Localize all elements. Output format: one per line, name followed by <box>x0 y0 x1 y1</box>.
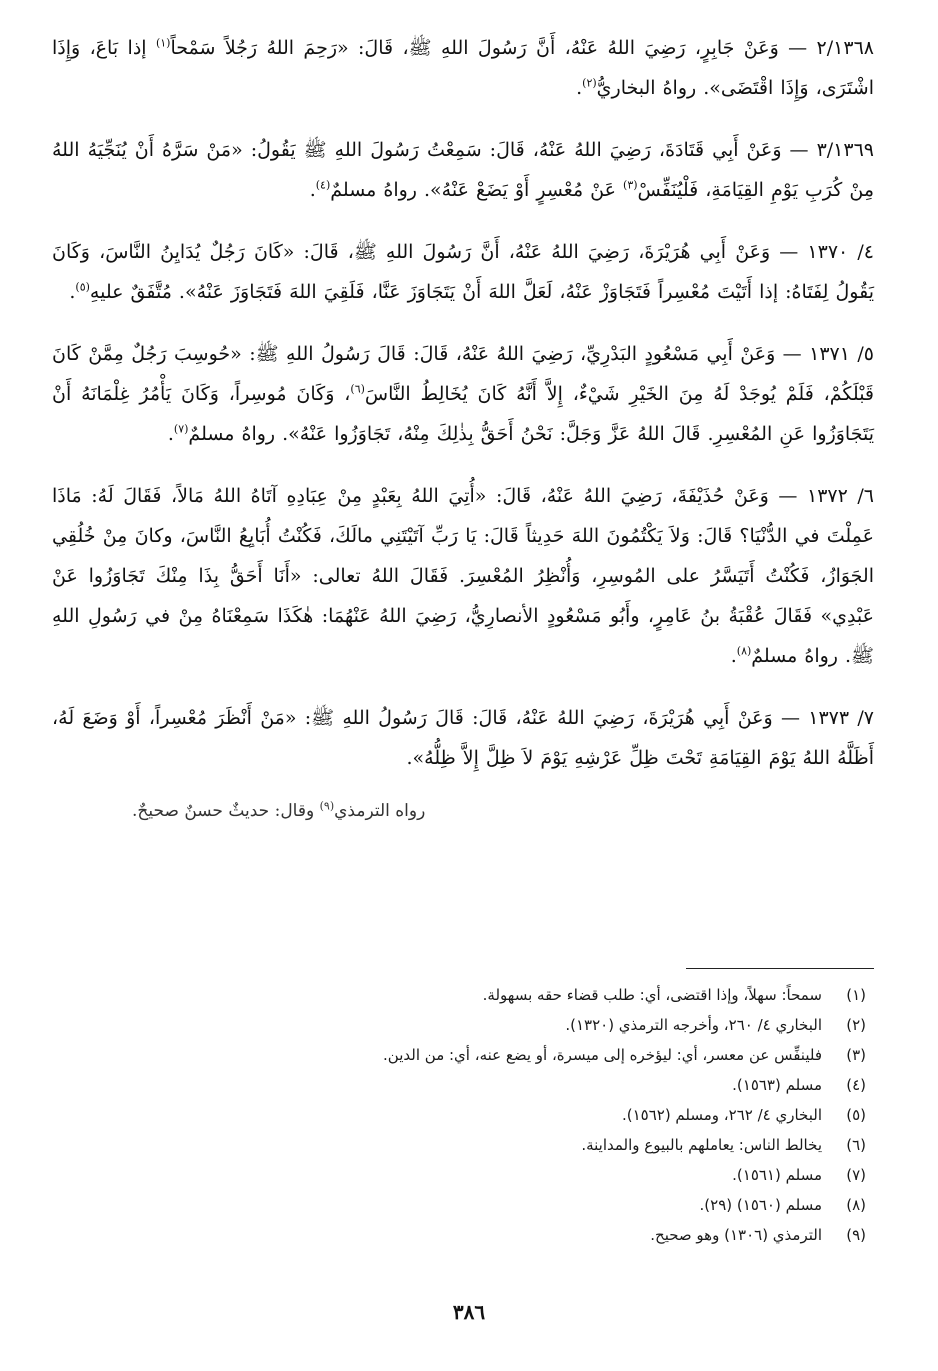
footnote <box>80 1220 866 1250</box>
hadith-paragraph <box>52 334 874 454</box>
hadith-paragraph <box>52 28 874 108</box>
hadith-text: — وَعَنْ أَبِي قَتَادَةَ، رَضِيَ اللهُ عَنْهُ، قَالَ: سَمِعْتُ رَسُولَ اللهِ ﷺ يَقُولُ: «مَنْ سَرَّهُ أَنْ يُنَجِّيَهُ اللهُ مِنْ كُرَبِ يَوْمِ القِيَامَةِ، فَلْيُنَفِّسْ <box>52 139 874 201</box>
hadith-text: — وَعَنْ أَبِي هُرَيْرَةَ، رَضِيَ اللهُ عَنْهُ، قَالَ: قَالَ رَسُولُ اللهِ ﷺ: «مَنْ أَنْظَرَ مُعْسِراً، أَوْ وَضَعَ لَهُ، أَظَلَّهُ اللهُ يَوْمَ القِيَامَةِ تَحْتَ ظِلِّ عَرْشِهِ يَوْمَ لاَ ظِلَّ إِلاَّ ظِلُّهُ». <box>52 707 874 769</box>
footnote-text: فلينفِّس عن معسر، أي: ليؤخره إلى ميسرة، أو يضع عنه، أي: من الدين. <box>383 1046 822 1064</box>
hadith-number: ٧/ ١٣٧٣ <box>808 707 874 729</box>
footnote <box>80 980 866 1010</box>
footnote-text: البخاري ٤/ ٢٦٠، وأخرجه الترمذي (١٣٢٠). <box>565 1016 822 1034</box>
footnote-ref: (٦) <box>350 382 365 396</box>
footnote-number: (٧) <box>846 1166 866 1184</box>
footnotes <box>80 980 866 1250</box>
hadith-text: إذا بَاعَ، وَإِذَا اشْتَرَى، وَإِذَا اقْتَضَى». رواهُ البخاريُّ <box>52 37 874 99</box>
footnote-divider <box>686 968 874 969</box>
hadith-number: ٢/١٣٦٨ <box>816 37 874 59</box>
source-text: وقال: حديثٌ حسنٌ صحيحٌ. <box>132 801 320 821</box>
hadith-paragraph <box>52 232 874 312</box>
hadith-text: — وَعَنْ أَبِي مَسْعُودٍ البَدْرِيِّ، رَضِيَ اللهُ عَنْهُ، قَالَ: قَالَ رَسُولُ اللهِ ﷺ: «حُوسِبَ رَجُلٌ مِمَّنْ كَانَ قَبْلَكُمْ، فَلَمْ يُوجَدْ لَهُ مِنَ الخَيْرِ شَيْءٌ، إِلاَّ أَنَّهُ كَانَ يُخَالِطُ النَّاسَ <box>52 343 875 405</box>
footnote-ref: (١) <box>155 36 171 50</box>
hadith-text: . <box>69 281 76 303</box>
hadith-number: ٤/ ١٣٧٠ <box>807 241 874 263</box>
footnote-ref: (٧) <box>173 422 189 436</box>
footnote-number: (٢) <box>846 1016 866 1034</box>
footnote-text: يخالط الناس: يعاملهم بالبيوع والمداينة. <box>581 1136 822 1154</box>
hadith-body <box>52 28 874 828</box>
footnote-ref: (٣) <box>623 178 638 192</box>
footnote-text: سمحاً: سهلاً، وإذا اقتضى، أي: طلب قضاء حقه بسهولة. <box>482 986 822 1004</box>
footnote-text: البخاري ٤/ ٢٦٢، ومسلم (١٥٦٢). <box>621 1106 822 1124</box>
footnote-number: (٣) <box>846 1046 866 1064</box>
hadith-number: ٥/ ١٣٧١ <box>809 343 874 365</box>
hadith-text: . <box>167 423 174 445</box>
footnote-number: (١) <box>846 986 866 1004</box>
footnote-number: (٥) <box>846 1106 866 1124</box>
page-number: ٣٨٦ <box>452 1300 486 1324</box>
hadith-number: ٦/ ١٣٧٢ <box>806 485 874 507</box>
hadith-paragraph <box>52 476 874 676</box>
footnote <box>80 1010 866 1040</box>
footnote-text: مسلم (١٥٦١). <box>732 1166 822 1184</box>
footnote-number: (٤) <box>846 1076 866 1094</box>
footnote-ref: (٩) <box>319 799 335 813</box>
footnote-ref: (٥) <box>75 280 90 294</box>
source-attribution <box>52 794 874 828</box>
hadith-text: — وَعَنْ أَبِي هُرَيْرَةَ، رَضِيَ اللهُ عَنْهُ، أَنَّ رَسُولَ اللهِ ﷺ، قَالَ: «كَانَ رَجُلٌ يُدَايِنُ النَّاسَ، وَكَانَ يَقُولُ لِفَتَاهُ: إذا أَتَيْتَ مُعْسِراً فَتَجَاوَزْ عَنْهُ، لَعَلَّ اللهَ أَنْ يَتَجَاوَزَ عَنَّا، فَلَقِيَ اللهَ فَتَجَاوَزَ عَنْهُ». مُتَّفَقٌ عليهِ <box>52 241 874 303</box>
footnote-ref: (٢) <box>582 76 597 90</box>
footnote <box>80 1130 866 1160</box>
footnote <box>80 1040 866 1070</box>
footnote-number: (٨) <box>846 1196 866 1214</box>
hadith-text: . <box>309 179 316 201</box>
footnote <box>80 1100 866 1130</box>
footnote <box>80 1160 866 1190</box>
footnote-number: (٦) <box>846 1136 866 1154</box>
footnote-text: مسلم (١٥٦٠) (٢٩). <box>699 1196 822 1214</box>
hadith-text: ، وَكَانَ مُوسِراً، وَكَانَ يَأْمُرُ غِلْمَانَهُ أَنْ يَتَجَاوَزُوا عَنِ المُعْسِرِ. قَالَ اللهُ عَزَّ وَجَلَّ: نَحْنُ أَحَقُّ بِذٰلِكَ مِنْهُ، تَجَاوَزُوا عَنْهُ». رواهُ مسلمٌ <box>52 383 874 445</box>
hadith-text: . <box>730 645 737 667</box>
footnote-text: الترمذي (١٣٠٦) وهو صحيح. <box>650 1226 822 1244</box>
hadith-text: — وَعَنْ جَابِرٍ، رَضِيَ اللهُ عَنْهُ، أَنَّ رَسُولَ اللهِ ﷺ، قَالَ: «رَحِمَ اللهُ رَجُلاً سَمْحاً <box>170 37 817 59</box>
hadith-paragraph <box>52 130 874 210</box>
hadith-paragraph <box>52 698 874 778</box>
footnote-ref: (٤) <box>315 178 331 192</box>
footnote <box>80 1070 866 1100</box>
footnote-number: (٩) <box>846 1226 866 1244</box>
footnote-text: مسلم (١٥٦٣). <box>732 1076 822 1094</box>
hadith-text: . <box>576 77 583 99</box>
hadith-text: عَنْ مُعْسِرٍ أَوْ يَضَعْ عَنْهُ». رواهُ مسلمٌ <box>330 179 624 201</box>
hadith-text: — وَعَنْ حُذَيْفَةَ، رَضِيَ اللهُ عَنْهُ، قَالَ: «أُتِيَ اللهُ بِعَبْدٍ مِنْ عِبَادِهِ آتَاهُ اللهُ مَالاً، فَقَالَ لَهُ: مَاذَا عَمِلْتَ في الدُّنْيَا؟ قَالَ: وَلاَ يَكْتُمُونَ اللهَ حَدِيثاً قَالَ: يَا رَبِّ آتَيْتَنِي مالَكَ، فَكُنْتُ أُبَايِعُ النَّاسَ، وكانَ مِنْ خُلُقِي الجَوَازُ، فَكُنْتُ أَتَيَسَّرُ على المُوسِرِ، وَأُنْظِرُ المُعْسِرَ. فَقَالَ اللهُ تعالى: «أَنَا أَحَقُّ بِذَا مِنْكَ تَجَاوَزُوا عَنْ عَبْدِي» فَقَالَ عُقْبَةُ بنُ عَامِرٍ، وأَبُو مَسْعُودٍ الأنصارِيُّ، رَضِيَ اللهُ عَنْهُمَا: هٰكَذَا سَمِعْنَاهُ مِنْ في رَسُولِ اللهِ ﷺ. رواهُ مسلمٌ <box>52 485 874 667</box>
hadith-number: ٣/١٣٦٩ <box>816 139 874 161</box>
source-text: رواه الترمذي <box>334 801 426 821</box>
footnote-ref: (٨) <box>736 644 752 658</box>
footnote <box>80 1190 866 1220</box>
